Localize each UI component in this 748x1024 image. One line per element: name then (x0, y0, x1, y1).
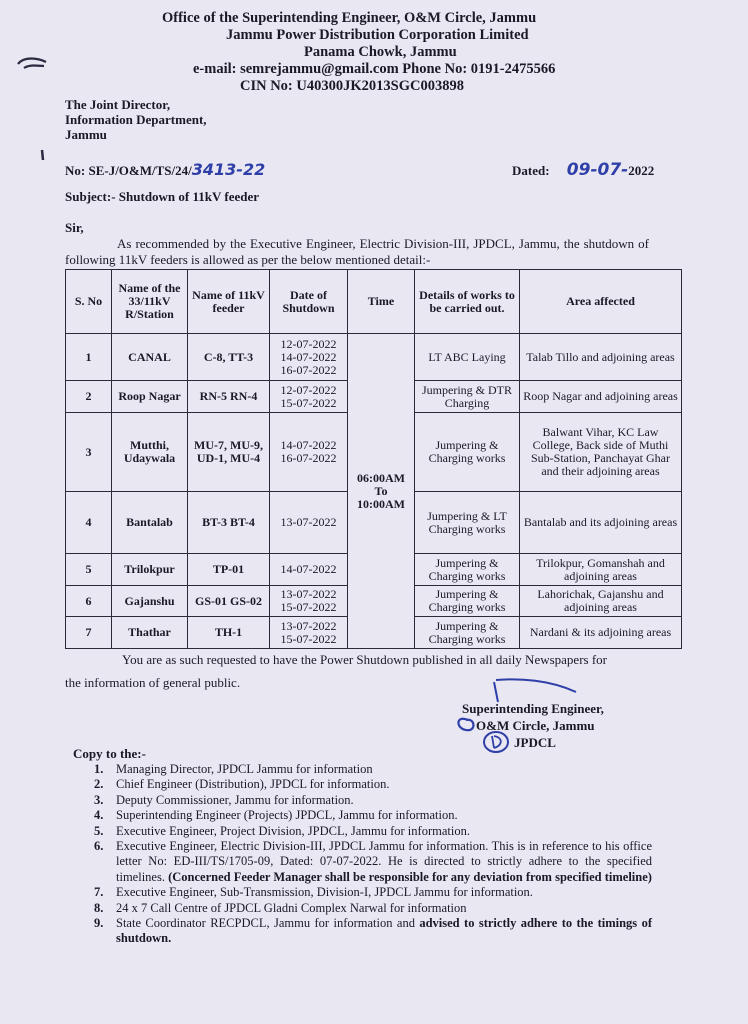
letterhead-contact: e-mail: semrejammu@gmail.com Phone No: 0191-2475566 (193, 61, 556, 77)
recipient-line1: The Joint Director, (65, 97, 171, 112)
intro-text: As recommended by the Executive Engineer, Electric Division-III, JPDCL, Jammu, the shutdown of following 11kV feeders is allowed as per the below mentioned detail:- (65, 236, 649, 267)
row-date: 12-07-2022 (280, 382, 337, 397)
reference-number (65, 160, 265, 179)
list-item: 5. Executive Engineer, Project Division, JPDCL, Jammu for information. (94, 823, 470, 838)
table-header-row (66, 270, 682, 334)
reference-number-label: No: SE-J/O&M/TS/24/ (65, 163, 192, 178)
row-date: 14-07-2022 (280, 349, 337, 364)
row-works: Jumpering & Charging works (415, 554, 520, 586)
row-sno: 6 (66, 586, 112, 617)
signature-line2: O&M Circle, Jammu (476, 718, 595, 733)
recipient-line3: Jammu (65, 127, 107, 142)
row-date: 13-07-2022 (280, 587, 337, 601)
header-works: Details of works to be carried out. (415, 270, 520, 334)
letterhead-address: Panama Chowk, Jammu (304, 44, 457, 60)
row-feeder: GS-01 GS-02 (188, 586, 270, 617)
row-station: Thathar (112, 617, 188, 649)
list-item: 6. Executive Engineer, Electric Division-III, JPDCL Jammu for information. This is in reference to his office letter No: ED-III/TS/1705-09, Dated: 07-07-2022. He is directed to strictly adhere to the specified timelines. (Concerned Feeder Manager shall be responsible for any deviation from specified timeline) (94, 839, 652, 884)
recipient-line2: Information Department, (65, 112, 207, 127)
header-sno: S. No (66, 270, 112, 334)
margin-pen-mark (14, 52, 54, 162)
row-feeder: BT-3 BT-4 (188, 492, 270, 554)
reference-number-handwritten: 3413-22 (191, 160, 266, 179)
header-area: Area affected (520, 270, 682, 334)
request-line-1: You are as such requested to have the Power Shutdown published in all daily Newspapers for (122, 652, 607, 667)
letterhead-office: Office of the Superintending Engineer, O&M Circle, Jammu (162, 10, 537, 26)
signature-line3: JPDCL (514, 735, 556, 750)
row-station: Trilokpur (112, 554, 188, 586)
row-sno: 1 (66, 334, 112, 381)
row-station: Bantalab (112, 492, 188, 554)
row-works: Jumpering & DTR Charging (415, 381, 520, 413)
shutdown-table (65, 269, 682, 649)
copy-to-title: Copy to the:- (73, 746, 146, 761)
list-item: 8. 24 x 7 Call Centre of JPDCL Gladni Complex Narwal for information (94, 900, 467, 915)
row-dates (270, 492, 348, 554)
row-works: Jumpering & LT Charging works (415, 492, 520, 554)
intro-paragraph (65, 236, 649, 268)
row-date: 15-07-2022 (280, 600, 337, 614)
date-year: 2022 (628, 163, 655, 178)
subject-line: Subject:- Shutdown of 11kV feeder (65, 189, 260, 204)
row-works: Jumpering & Charging works (415, 586, 520, 617)
row-works: LT ABC Laying (415, 334, 520, 381)
header-date: Date of Shutdown (270, 270, 348, 334)
signature-block (462, 700, 604, 751)
row-feeder: TP-01 (188, 554, 270, 586)
row-works: Jumpering & Charging works (415, 413, 520, 492)
signature-line1: Superintending Engineer, (462, 701, 604, 716)
row-date: 15-07-2022 (280, 395, 337, 410)
letterhead-company: Jammu Power Distribution Corporation Limited (226, 27, 529, 43)
row-feeder: RN-5 RN-4 (188, 381, 270, 413)
row-date: 13-07-2022 (280, 515, 337, 529)
row-dates (270, 586, 348, 617)
request-line-2: the information of general public. (65, 675, 241, 690)
row-station: CANAL (112, 334, 188, 381)
row-sno: 5 (66, 554, 112, 586)
row-dates (270, 334, 348, 381)
row-station: Roop Nagar (112, 381, 188, 413)
row-station: Mutthi, Udaywala (112, 413, 188, 492)
row-date: 14-07-2022 (280, 562, 337, 576)
row-area: Bantalab and its adjoining areas (520, 492, 682, 554)
row-date: 12-07-2022 (280, 336, 337, 351)
row-date: 14-07-2022 (280, 438, 337, 452)
row-dates (270, 617, 348, 649)
row-area: Trilokpur, Gomanshah and adjoining areas (520, 554, 682, 586)
row-sno: 3 (66, 413, 112, 492)
row-dates (270, 413, 348, 492)
row-area: Roop Nagar and adjoining areas (520, 381, 682, 413)
list-item: 1. Managing Director, JPDCL Jammu for information (94, 762, 373, 776)
list-item: 4. Superintending Engineer (Projects) JPDCL, Jammu for information. (94, 808, 458, 823)
row-dates (270, 381, 348, 413)
row-feeder: TH-1 (188, 617, 270, 649)
row-area: Talab Tillo and adjoining areas (520, 334, 682, 381)
list-item: 7. Executive Engineer, Sub-Transmission, Division-I, JPDCL Jammu for information. (94, 885, 533, 900)
row-area: Nardani & its adjoining areas (520, 617, 682, 649)
table-row (66, 334, 682, 381)
row-date: 15-07-2022 (280, 631, 337, 646)
reference-date (512, 160, 654, 180)
header-time: Time (348, 270, 415, 334)
header-station: Name of the 33/11kV R/Station (112, 270, 188, 334)
salutation: Sir, (65, 220, 84, 235)
time-cell: 06:00AM To 10:00AM (348, 334, 415, 649)
row-feeder: C-8, TT-3 (188, 334, 270, 381)
row-area: Balwant Vihar, KC Law College, Back side of Muthi Sub-Station, Panchayat Ghar and their adjoining areas (520, 413, 682, 492)
letterhead-cin: CIN No: U40300JK2013SGC003898 (240, 78, 464, 94)
row-sno: 4 (66, 492, 112, 554)
row-works: Jumpering & Charging works (415, 617, 520, 649)
row-area: Lahorichak, Gajanshu and adjoining areas (520, 586, 682, 617)
list-item: 9. State Coordinator RECPDCL, Jammu for information and advised to strictly adhere to the timings of shutdown. (94, 916, 652, 946)
row-date: 16-07-2022 (280, 362, 337, 377)
list-item: 2. Chief Engineer (Distribution), JPDCL for information. (94, 777, 390, 792)
header-feeder: Name of 11kV feeder (188, 270, 270, 334)
row-sno: 7 (66, 617, 112, 649)
row-date: 16-07-2022 (280, 451, 337, 465)
row-dates (270, 554, 348, 586)
row-date: 13-07-2022 (280, 618, 337, 633)
date-label: Dated: (512, 163, 550, 178)
row-sno: 2 (66, 381, 112, 413)
date-handwritten: 09-07- (566, 160, 629, 180)
row-station: Gajanshu (112, 586, 188, 617)
list-item: 3. Deputy Commissioner, Jammu for information. (94, 792, 354, 807)
row-feeder: MU-7, MU-9, UD-1, MU-4 (188, 413, 270, 492)
copy-to-list (82, 762, 652, 947)
